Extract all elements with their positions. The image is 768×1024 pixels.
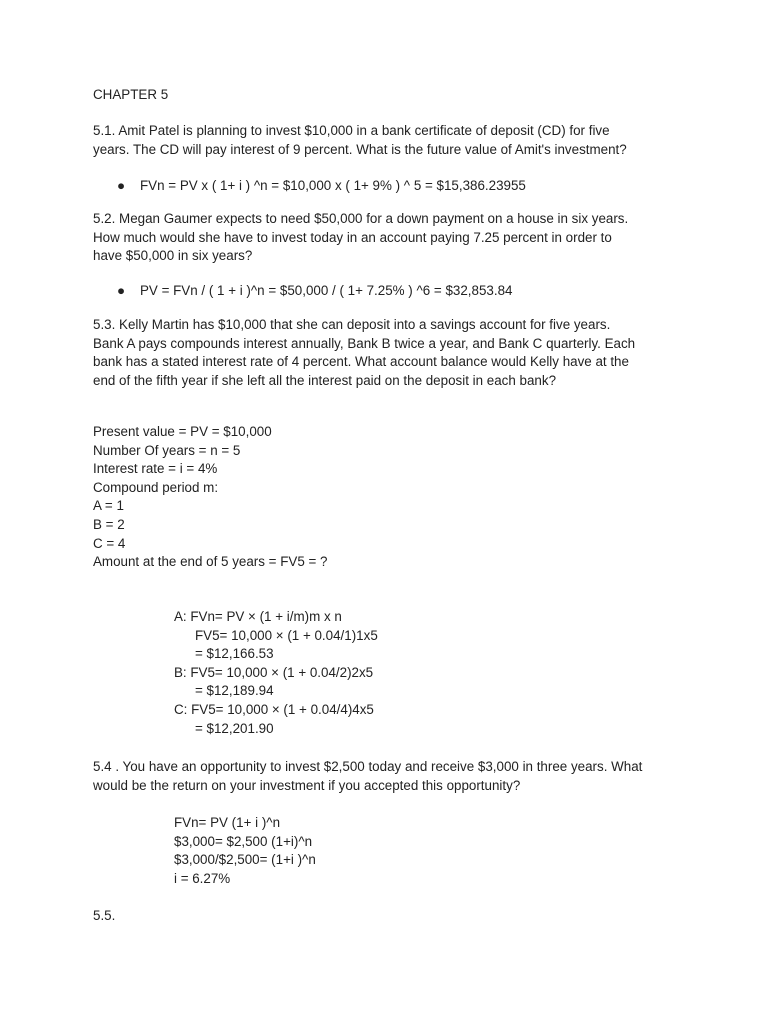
givens-list: [93, 423, 683, 572]
calc-step: FVn= PV (1+ i )^n: [174, 815, 281, 830]
answer-formula: PV = FVn / ( 1 + i )^n = $50,000 / ( 1+ 7.25% ) ^6 = $32,853.84: [140, 283, 513, 298]
question-text-line: years. The CD will pay interest of 9 percent. What is the future value of Amit's investment?: [93, 141, 627, 157]
question-text-line: 5.1. Amit Patel is planning to invest $10,000 in a bank certificate of deposit (CD) for five: [93, 123, 610, 138]
calc-line-b-result: = $12,189.94: [195, 683, 274, 699]
question-text-line: bank has a stated interest rate of 4 percent. What account balance would Kelly have at the: [93, 354, 629, 370]
calculation-5-4: [174, 814, 594, 888]
calculation-5-3: [174, 608, 594, 738]
given-line: Number Of years = n = 5: [93, 442, 241, 458]
question-5-1: [93, 122, 683, 159]
calc-line-a-result: = $12,166.53: [195, 646, 274, 662]
bullet-icon: ●: [117, 283, 126, 298]
question-text-line: have $50,000 in six years?: [93, 248, 253, 264]
question-text-line: end of the fifth year if she left all the interest paid on the deposit in each bank?: [93, 372, 557, 388]
question-text-line: How much would she have to invest today in an account paying 7.25 percent in order to: [93, 229, 612, 245]
question-5-3: [93, 316, 683, 390]
calc-step: $3,000= $2,500 (1+i)^n: [174, 833, 313, 849]
question-text-line: 5.3. Kelly Martin has $10,000 that she can deposit into a savings account for five years.: [93, 317, 611, 332]
question-text-line: Bank A pays compounds interest annually, Bank B twice a year, and Bank C quarterly. Each: [93, 335, 636, 351]
question-text-line: would be the return on your investment if you accepted this opportunity?: [93, 777, 521, 793]
chapter-title: CHAPTER 5: [93, 87, 169, 102]
question-5-2: [93, 210, 683, 266]
calc-step: $3,000/$2,500= (1+i )^n: [174, 852, 316, 868]
calc-line-b-formula: B: FV5= 10,000 × (1 + 0.04/2)2x5: [174, 664, 374, 680]
question-5-5-label: 5.5.: [93, 908, 116, 923]
calc-line-a-formula: A: FVn= PV × (1 + i/m)m x n: [174, 609, 342, 624]
given-line: Interest rate = i = 4%: [93, 461, 218, 477]
answer-formula: FVn = PV x ( 1+ i ) ^n = $10,000 x ( 1+ 9% ) ^ 5 = $15,386.23955: [140, 178, 526, 193]
given-line: A = 1: [93, 498, 124, 514]
calc-line-a-step: FV5= 10,000 × (1 + 0.04/1)1x5: [195, 627, 378, 643]
calc-line-c-result: = $12,201.90: [195, 720, 274, 736]
question-5-4: [93, 758, 683, 795]
calc-step: i = 6.27%: [174, 870, 231, 886]
question-text-line: 5.4 . You have an opportunity to invest $2,500 today and receive $3,000 in three years. What: [93, 759, 643, 774]
calc-line-c-formula: C: FV5= 10,000 × (1 + 0.04/4)4x5: [174, 701, 374, 717]
given-line: Present value = PV = $10,000: [93, 424, 272, 439]
given-line: Compound period m:: [93, 479, 219, 495]
bullet-icon: ●: [117, 178, 126, 193]
given-line: B = 2: [93, 516, 125, 532]
given-line: C = 4: [93, 535, 126, 551]
question-text-line: 5.2. Megan Gaumer expects to need $50,000 for a down payment on a house in six years.: [93, 211, 629, 226]
given-line: Amount at the end of 5 years = FV5 = ?: [93, 554, 328, 570]
